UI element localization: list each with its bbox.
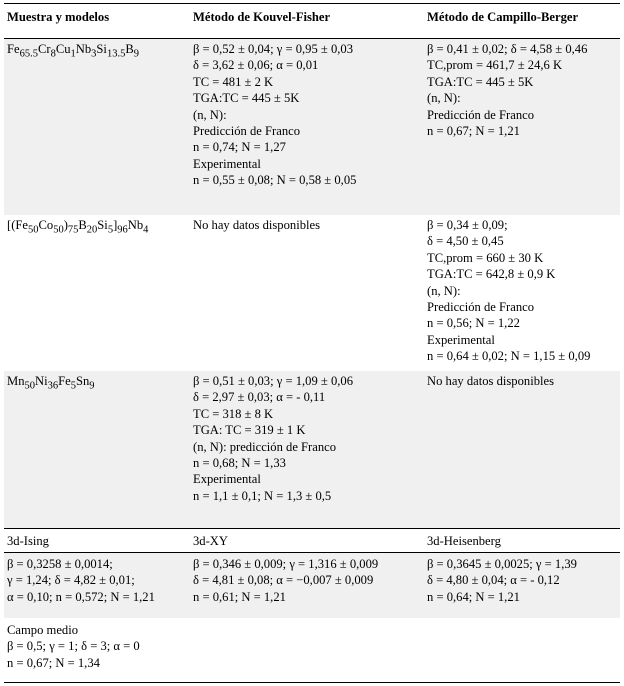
cell-line: n = 0,56; N = 1,22	[427, 316, 520, 331]
cell-line: Experimental	[427, 332, 495, 347]
cell-line: n = 0,55 ± 0,08; N = 0,58 ± 0,05	[193, 173, 357, 188]
cell-line: No hay datos disponibles	[427, 374, 554, 388]
campillo-berger-cell	[424, 215, 620, 371]
header-sample-models: Muestra y modelos	[7, 10, 110, 24]
campillo-berger-cell	[424, 39, 620, 216]
cell-line: β = 0,5; γ = 1; δ = 3; α = 0	[7, 639, 140, 654]
table-row	[4, 371, 620, 529]
cell-line: n = 0,74; N = 1,27	[193, 140, 286, 155]
cell-line: δ = 4,81 ± 0,08; α = −0,007 ± 0,009	[193, 573, 374, 588]
sample-name: $Fe_{65.5}Cr_8Cu_1Nb_3Si_{13.5}B_9$	[4, 39, 190, 216]
cell-line: n = 1,1 ± 0,1; N = 1,3 ± 0,5	[193, 488, 332, 503]
model-heisenberg-label: 3d-Heisenberg	[427, 534, 501, 548]
comparison-table	[4, 3, 620, 683]
cell-line: β = 0,52 ± 0,04; γ = 0,95 ± 0,03	[193, 42, 353, 56]
models-values-row	[4, 553, 620, 619]
xy-values	[190, 553, 424, 619]
cell-line: δ = 2,97 ± 0,03; α = - 0,11	[193, 390, 326, 405]
header-campillo-berger: Método de Campillo-Berger	[427, 10, 579, 24]
cell-line: TGA:TC = 642,8 ± 0,9 K	[427, 267, 556, 282]
cell-line: Predicción de Franco	[427, 107, 535, 122]
mean-field-values	[4, 618, 190, 683]
cell-line: n = 0,64; N = 1,21	[427, 589, 520, 604]
ising-values	[4, 553, 190, 619]
cell-line: n = 0,64 ± 0,02; N = 1,15 ± 0,09	[427, 349, 591, 364]
heisenberg-values	[424, 553, 620, 619]
sample-name: $[(Fe_{50}Co_{50})_{75}B_{20}Si_5]_{96}Nb_4$	[7, 218, 149, 236]
sample-name: $Mn_{50}Ni_{36}Fe_5Sn_9$	[4, 371, 190, 529]
table-row	[4, 39, 620, 216]
models-header-row	[4, 529, 620, 553]
header-kouvel-fisher: Método de Kouvel-Fisher	[193, 10, 331, 24]
cell-line: n = 0,61; N = 1,21	[193, 589, 286, 604]
cell-line: δ = 4,50 ± 0,45	[427, 234, 504, 249]
cell-line: (n, N):	[193, 107, 227, 122]
table-header-row	[4, 4, 620, 39]
cell-line: β = 0,346 ± 0,009; γ = 1,316 ± 0,009	[193, 557, 379, 571]
cell-line: (n, N):	[427, 283, 461, 298]
cell-line: TC,prom = 660 ± 30 K	[427, 250, 544, 265]
cell-line: Experimental	[193, 472, 261, 487]
cell-line: β = 0,34 ± 0,09;	[427, 218, 508, 232]
model-ising-label: 3d-Ising	[7, 534, 49, 548]
cell-line: No hay datos disponibles	[193, 218, 320, 232]
cell-line: n = 0,67; N = 1,21	[427, 124, 520, 139]
cell-line: Predicción de Franco	[427, 300, 535, 315]
cell-line: TGA:TC = 445 ± 5K	[427, 74, 534, 89]
kouvel-fisher-cell	[190, 215, 424, 371]
cell-line: β = 0,51 ± 0,03; γ = 1,09 ± 0,06	[193, 374, 353, 388]
cell-line: δ = 3,62 ± 0,06; α = 0,01	[193, 58, 319, 73]
campillo-berger-cell	[424, 371, 620, 529]
table-row	[4, 215, 620, 371]
cell-line: Campo medio	[7, 623, 79, 637]
cell-line: TC = 481 ± 2 K	[193, 74, 274, 89]
cell-line: n = 0,68; N = 1,33	[193, 456, 286, 471]
cell-line: δ = 4,80 ± 0,04; α = - 0,12	[427, 573, 560, 588]
cell-line: β = 0,3258 ± 0,0014;	[7, 557, 113, 571]
cell-line: (n, N): predicción de Franco	[193, 439, 337, 454]
cell-line: α = 0,10; n = 0,572; N = 1,21	[7, 589, 155, 604]
cell-line: γ = 1,24; δ = 4,82 ± 0,01;	[7, 573, 135, 588]
model-xy-label: 3d-XY	[193, 534, 228, 548]
mean-field-row	[4, 618, 620, 683]
kouvel-fisher-cell	[190, 371, 424, 529]
cell-line: n = 0,67; N = 1,34	[7, 655, 100, 670]
cell-line: Predicción de Franco	[193, 124, 301, 139]
cell-line: TGA: TC = 319 ± 1 K	[193, 423, 306, 438]
cell-line: β = 0,3645 ± 0,0025; γ = 1,39	[427, 557, 577, 571]
cell-line: TGA:TC = 445 ± 5K	[193, 91, 300, 106]
cell-line: TC,prom = 461,7 ± 24,6 K	[427, 58, 563, 73]
kouvel-fisher-cell	[190, 39, 424, 216]
cell-line: TC = 318 ± 8 K	[193, 406, 274, 421]
cell-line: (n, N):	[427, 91, 461, 106]
cell-line: β = 0,41 ± 0,02; δ = 4,58 ± 0,46	[427, 42, 588, 56]
cell-line: Experimental	[193, 156, 261, 171]
